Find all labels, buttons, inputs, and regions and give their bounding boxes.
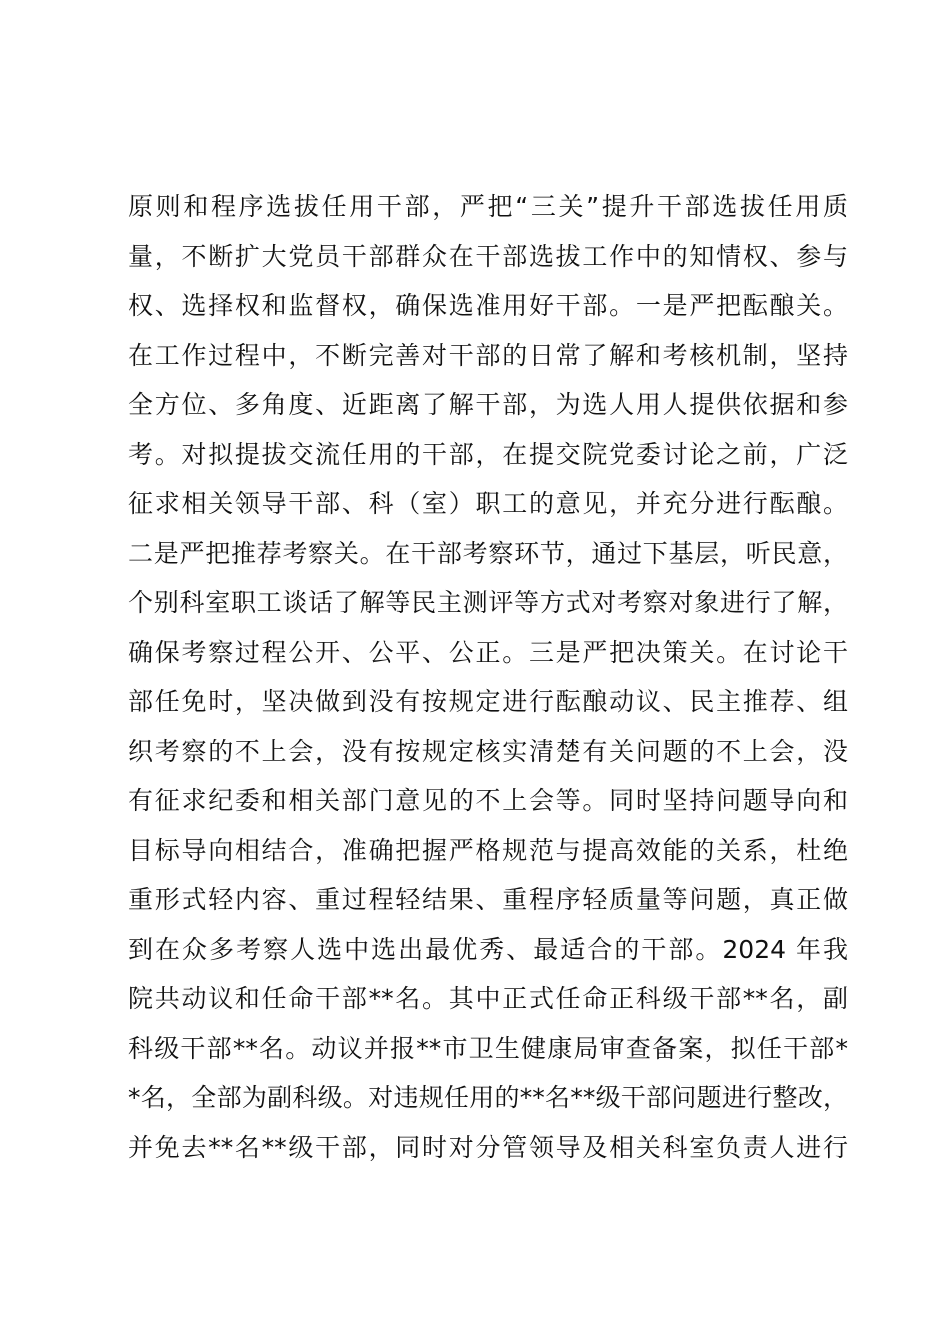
text-line: 部任免时，坚决做到没有按规定进行酝酿动议、民主推荐、组 [128, 687, 848, 716]
text-line: 量，不断扩大党员干部群众在干部选拔工作中的知情权、参与 [128, 241, 848, 271]
text-line: 权、选择权和监督权，确保选准用好干部。一是严把酝酿关。 [128, 291, 848, 320]
text-line: 重形式轻内容、重过程轻结果、重程序轻质量等问题，真正做 [128, 885, 848, 914]
text-line: 考。对拟提拔交流任用的干部，在提交院党委讨论之前，广泛 [128, 439, 848, 469]
text-line: 确保考察过程公开、公平、公正。三是严把决策关。在讨论干 [128, 637, 848, 667]
text-line: 征求相关领导干部、科（室）职工的意见，并充分进行酝酿。 [128, 489, 848, 518]
text-line: 二是严把推荐考察关。在干部考察环节，通过下基层，听民意， [128, 538, 848, 568]
text-line: 科级干部**名。动议并报**市卫生健康局审查备案，拟任干部* [128, 1033, 848, 1063]
text-line: 原则和程序选拔任用干部，严把“三关”提升干部选拔任用质 [128, 192, 848, 221]
text-line: 织考察的不上会，没有按规定核实清楚有关问题的不上会，没 [128, 736, 848, 766]
body-text [128, 182, 848, 1172]
text-line: 在工作过程中，不断完善对干部的日常了解和考核机制，坚持 [128, 340, 848, 370]
text-line: 目标导向相结合，准确把握严格规范与提高效能的关系，杜绝 [128, 835, 848, 865]
text-line: 并免去**名**级干部，同时对分管领导及相关科室负责人进行 [128, 1132, 848, 1162]
text-line: 全方位、多角度、近距离了解干部，为选人用人提供依据和参 [128, 390, 848, 419]
text-line: 个别科室职工谈话了解等民主测评等方式对考察对象进行了解， [128, 588, 848, 617]
text-line: *名，全部为副科级。对违规任用的**名**级干部问题进行整改， [128, 1083, 848, 1112]
text-line: 到在众多考察人选中选出最优秀、最适合的干部。2024 年我 [128, 934, 848, 964]
text-line: 有征求纪委和相关部门意见的不上会等。同时坚持问题导向和 [128, 786, 848, 815]
text-line: 院共动议和任命干部**名。其中正式任命正科级干部**名，副 [128, 984, 848, 1013]
